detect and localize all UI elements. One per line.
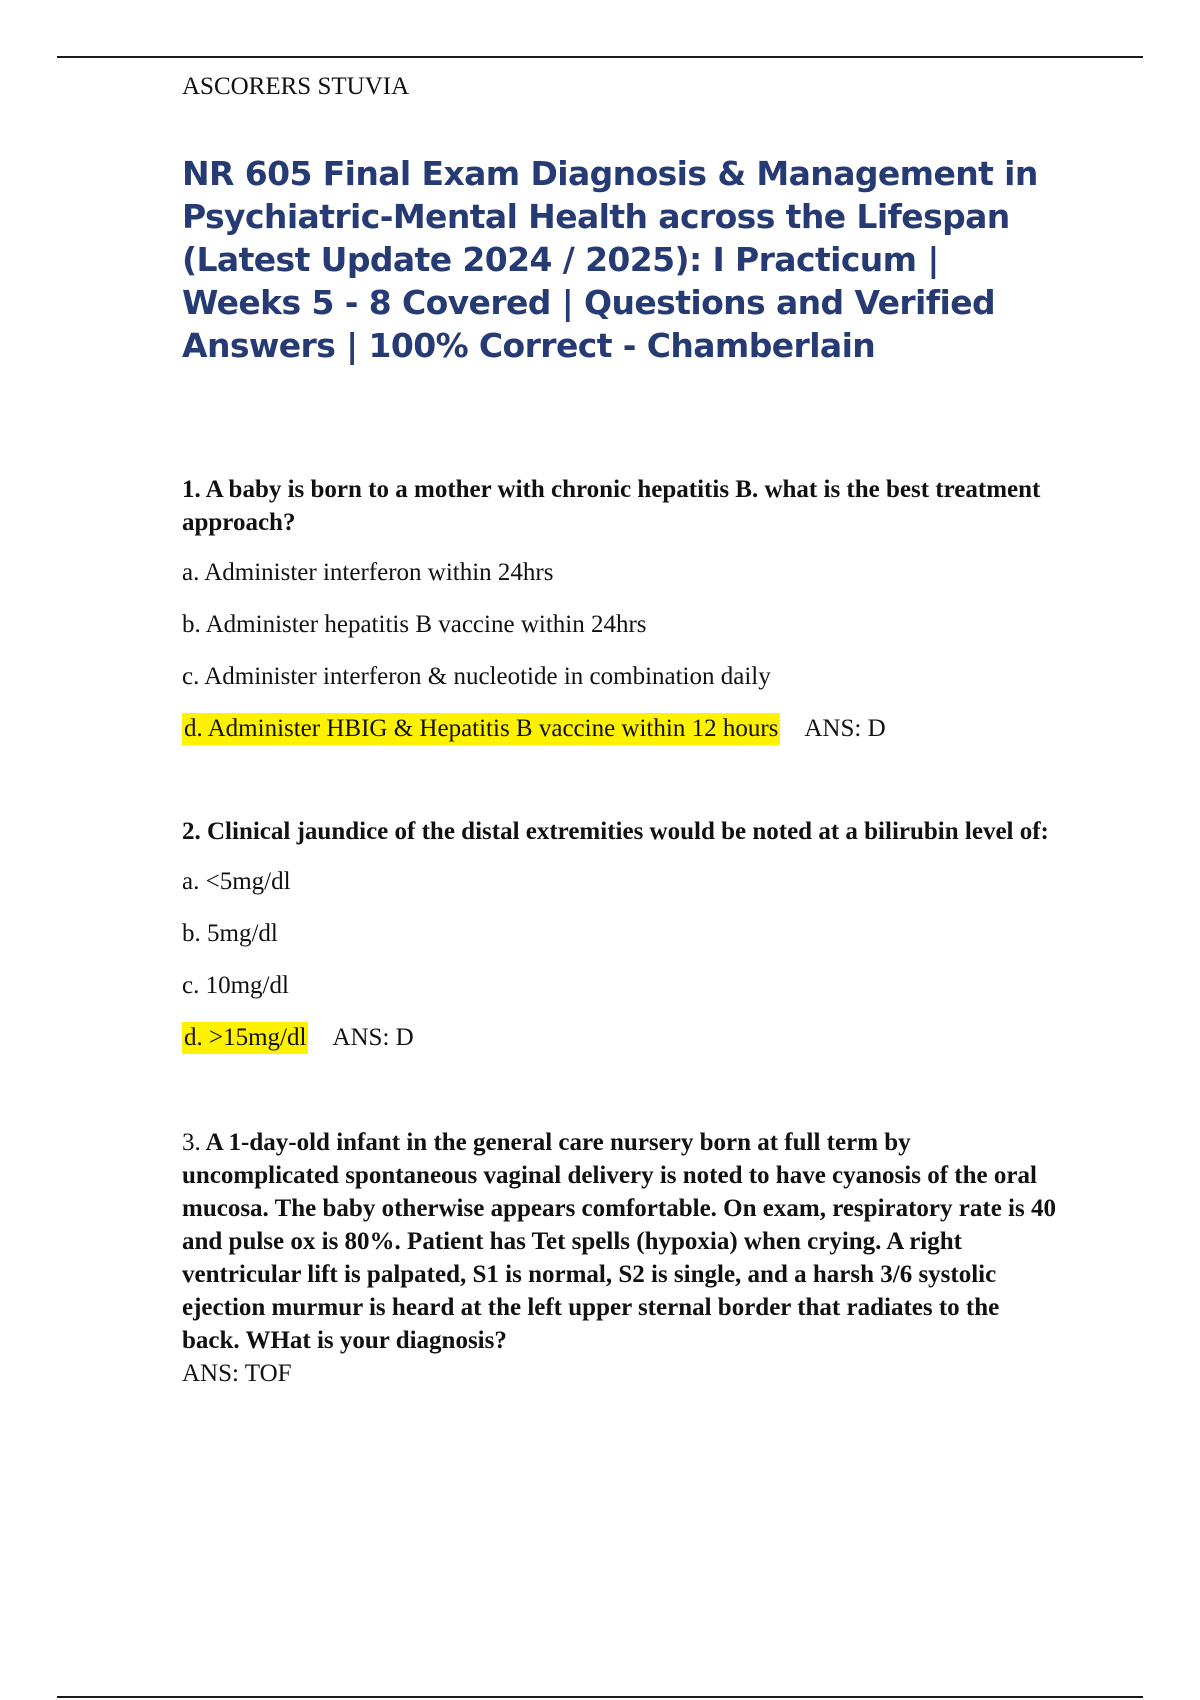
top-rule bbox=[57, 56, 1143, 58]
header-source: ASCORERS STUVIA bbox=[182, 73, 410, 100]
option-d-highlighted: d. >15mg/dl bbox=[182, 1022, 308, 1054]
question-text bbox=[182, 1126, 1062, 1357]
question-number: 3. bbox=[182, 1129, 201, 1156]
answer-label: ANS: D bbox=[804, 715, 886, 742]
option-a: a. <5mg/dl bbox=[182, 868, 291, 895]
option-d-row bbox=[182, 1021, 1062, 1054]
answer-label: ANS: TOF bbox=[182, 1360, 292, 1387]
question-text: 2. Clinical jaundice of the distal extremities would be noted at a bilirubin level of: bbox=[182, 818, 1049, 845]
option-c: c. 10mg/dl bbox=[182, 972, 289, 999]
question-text: 1. A baby is born to a mother with chronic hepatitis B. what is the best treatment approach? bbox=[182, 476, 1041, 536]
question-body: A 1-day-old infant in the general care nursery born at full term by uncomplicated spontaneous vaginal delivery is noted to have cyanosis of the oral mucosa. The baby otherwise appears comfortable. On exam, respiratory rate is 40 and pulse ox is 80%. Patient has Tet spells (hypoxia) when crying. A right ventricular lift is palpated, S1 is normal, S2 is single, and a harsh 3/6 systolic ejection murmur is heard at the left upper sternal border that radiates to the back. WHat is your diagnosis? bbox=[182, 1129, 1056, 1354]
option-d-highlighted: d. Administer HBIG & Hepatitis B vaccine within 12 hours bbox=[182, 713, 780, 745]
option-d-row bbox=[182, 712, 1062, 745]
question-2 bbox=[182, 815, 1062, 1054]
answer-label: ANS: D bbox=[332, 1024, 414, 1051]
document-title: NR 605 Final Exam Diagnosis & Management in Psychiatric-Mental Health across the Lifespan (Latest Update 2024 / 2025): I Practicum | Weeks 5 - 8 Covered | Questions and Verified Answers | 100% Correct - Chamberlain bbox=[182, 154, 1038, 365]
question-3 bbox=[182, 1126, 1062, 1390]
bottom-rule bbox=[57, 1696, 1143, 1698]
option-a: a. Administer interferon within 24hrs bbox=[182, 559, 554, 586]
option-b: b. 5mg/dl bbox=[182, 920, 278, 947]
question-1 bbox=[182, 473, 1062, 745]
document-page bbox=[182, 70, 1062, 1390]
option-c: c. Administer interferon & nucleotide in combination daily bbox=[182, 663, 771, 690]
option-b: b. Administer hepatitis B vaccine within 24hrs bbox=[182, 611, 647, 638]
